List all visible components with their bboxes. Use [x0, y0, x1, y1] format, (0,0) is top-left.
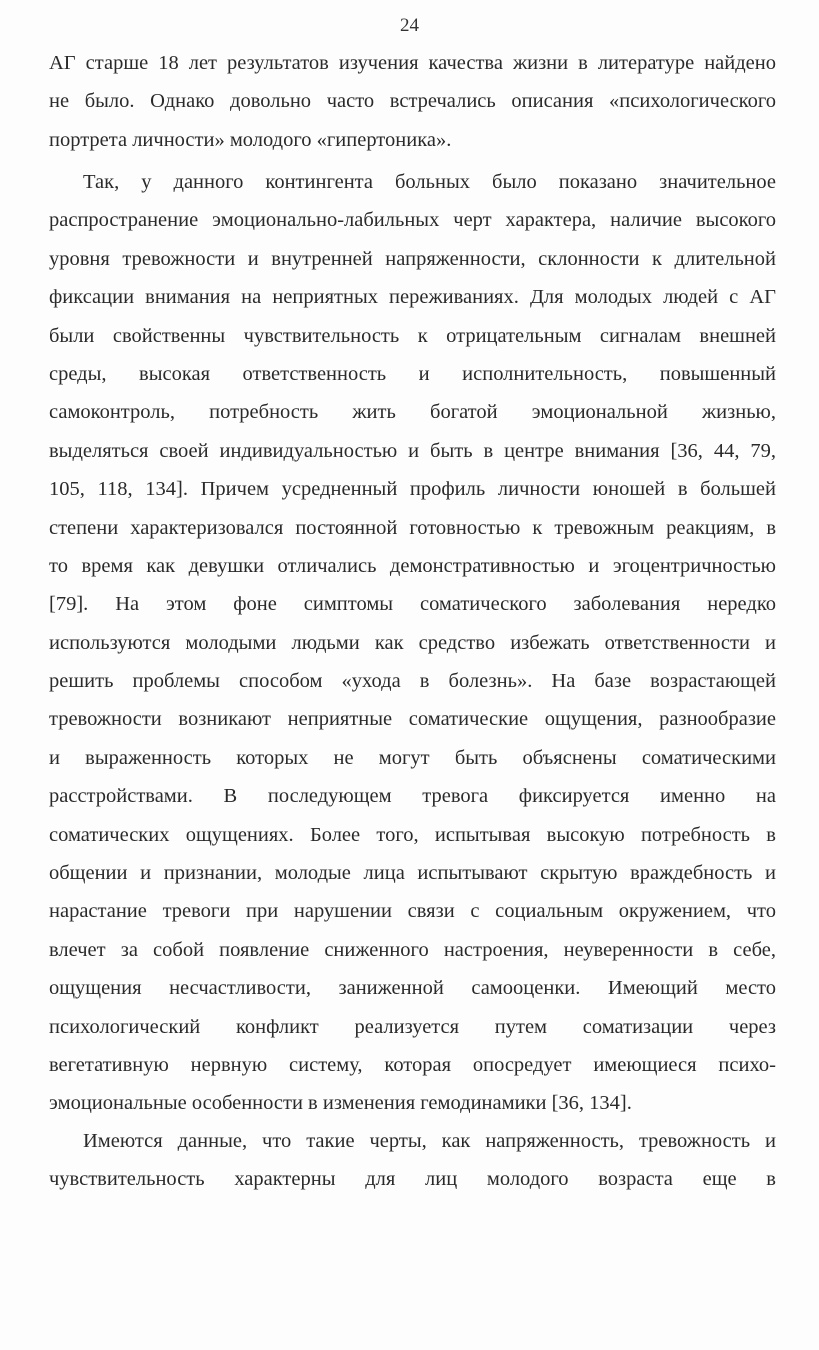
text-line: общении и признании, молодые лица испытывают скрытую враждебность и	[49, 862, 776, 885]
text-line: решить проблемы способом «ухода в болезнь». На базе возрастающей	[49, 670, 776, 693]
text-line: не было. Однако довольно часто встречались описания «психологического	[49, 90, 776, 113]
text-line: Так, у данного контингента больных было показано значительное	[83, 171, 776, 193]
text-line: были свойственны чувствительность к отрицательным сигналам внешней	[49, 324, 776, 347]
text-line: 105, 118, 134]. Причем усредненный профиль личности юношей в большей	[49, 478, 776, 501]
paragraph-1	[49, 44, 776, 159]
text-line: уровня тревожности и внутренней напряженности, склонности к длительной	[49, 247, 776, 270]
text-line: распространение эмоционально-лабильных черт характера, наличие высокого	[49, 209, 776, 232]
text-line: психологический конфликт реализуется путем соматизации через	[49, 1015, 776, 1038]
text-line: тревожности возникают неприятные соматические ощущения, разнообразие	[49, 708, 776, 731]
text-line: ощущения несчастливости, заниженной самооценки. Имеющий место	[49, 977, 776, 1000]
text-line: выделяться своей индивидуальностью и быть в центре внимания [36, 44, 79,	[49, 439, 776, 462]
text-line: и выраженность которых не могут быть объяснены соматическими	[49, 746, 776, 769]
text-line: используются молодыми людьми как средство избежать ответственности и	[49, 631, 776, 654]
text-line: среды, высокая ответственность и исполнительность, повышенный	[49, 362, 776, 385]
text-line: вегетативную нервную систему, которая опосредует имеющиеся психо-	[49, 1053, 776, 1076]
text-line: самоконтроль, потребность жить богатой эмоциональной жизнью,	[49, 401, 776, 424]
text-line: портрета личности» молодого «гипертоника».	[49, 128, 452, 151]
text-line: влечет за собой появление сниженного настроения, неуверенности в себе,	[49, 938, 776, 961]
text-line: эмоциональные особенности в изменения гемодинамики [36, 134].	[49, 1092, 632, 1115]
text-line: [79]. На этом фоне симптомы соматического заболевания нередко	[49, 593, 776, 616]
text-line: то время как девушки отличались демонстративностью и эгоцентричностью	[49, 554, 776, 577]
paragraph-3	[49, 1122, 776, 1199]
text-line: Имеются данные, что такие черты, как напряженность, тревожность и	[83, 1130, 776, 1152]
page-number: 24	[400, 15, 419, 36]
text-line: расстройствами. В последующем тревога фиксируется именно на	[49, 785, 776, 808]
text-line: чувствительность характерны для лиц молодого возраста еще в	[49, 1168, 776, 1191]
text-line: нарастание тревоги при нарушении связи с социальным окружением, что	[49, 900, 776, 923]
paragraph-2	[49, 163, 776, 1123]
text-line: соматических ощущениях. Более того, испытывая высокую потребность в	[49, 823, 776, 846]
text-line: АГ старше 18 лет результатов изучения качества жизни в литературе найдено	[49, 52, 776, 74]
text-line: фиксации внимания на неприятных переживаниях. Для молодых людей с АГ	[49, 286, 776, 309]
text-line: степени характеризовался постоянной готовностью к тревожным реакциям, в	[49, 516, 776, 539]
